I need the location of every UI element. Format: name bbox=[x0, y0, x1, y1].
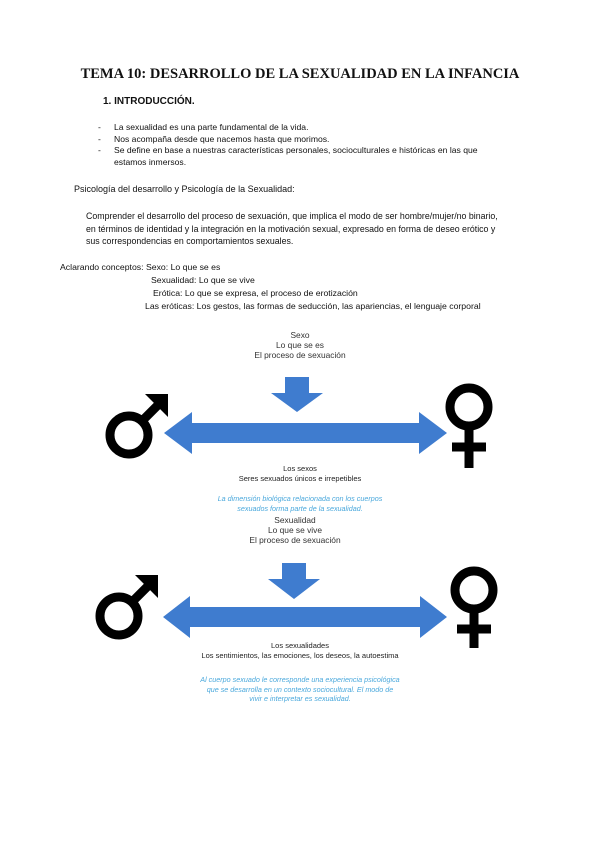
diagram1-note-line: La dimensión biológica relacionada con los cuerpos bbox=[217, 494, 383, 503]
diagram2-top-subtitle: Lo que se vive bbox=[267, 525, 322, 535]
list-item: - Nos acompaña desde que nacemos hasta que morimos. bbox=[98, 134, 494, 146]
list-item: - Se define en base a nuestras características personales, socioculturales e históricas en las que estamos inmersos. bbox=[98, 145, 494, 168]
paragraph: Comprender el desarrollo del proceso de sexuación, que implica el modo de ser hombre/mujer/no binario, en términos de identidad y la integración en la motivación sexual, expresado en forma de deseo erótico y sus correspondencias en comportamientos sexuales. bbox=[86, 211, 498, 247]
section-heading: 1. INTRODUCCIÓN. bbox=[103, 96, 195, 107]
diagram2-female-symbol-icon bbox=[455, 571, 493, 648]
diagram2-bottom-subtitle: Los sentimientos, las emociones, los deseos, la autoestima bbox=[201, 650, 399, 660]
diagram2-down-arrow-icon bbox=[268, 563, 320, 599]
diagram1-top-title: Sexo bbox=[290, 330, 310, 340]
document-title: TEMA 10: DESARROLLO DE LA SEXUALIDAD EN LA INFANCIA bbox=[80, 66, 520, 82]
diagram2-note-line: Al cuerpo sexuado le corresponde una experiencia psicológica bbox=[200, 675, 400, 684]
diagram1-down-arrow-icon bbox=[271, 377, 323, 412]
diagram2-male-symbol-icon bbox=[100, 575, 158, 635]
list-item: - La sexualidad es una parte fundamental de la vida. bbox=[98, 122, 494, 134]
diagram1-female-symbol-icon bbox=[450, 388, 488, 468]
diagram2-top-process: El proceso de sexuación bbox=[249, 535, 341, 545]
concept-line-4: Las eróticas: Los gestos, las formas de seducción, las apariencias, el lenguaje corporal bbox=[145, 301, 481, 311]
diagram1-double-arrow-icon bbox=[164, 412, 447, 454]
diagram2-footer bbox=[160, 641, 440, 660]
diagram2-bottom-title: Los sexualidades bbox=[271, 641, 329, 650]
concept-line-1: Aclarando conceptos: Sexo: Lo que se es bbox=[60, 262, 221, 272]
diagram1-bottom-title: Los sexos bbox=[283, 464, 317, 473]
concept-line-3: Erótica: Lo que se expresa, el proceso de erotización bbox=[153, 288, 358, 298]
diagram2-top-title: Sexualidad bbox=[274, 515, 316, 525]
diagram2-double-arrow-icon bbox=[163, 596, 447, 638]
diagram1-top-process: El proceso de sexuación bbox=[254, 350, 346, 360]
diagram1-footer bbox=[180, 464, 420, 483]
concept-line-2: Sexualidad: Lo que se vive bbox=[151, 275, 255, 285]
diagram1-top-subtitle: Lo que se es bbox=[276, 340, 324, 350]
diagram2-note-line: que se desarrolla en un contexto sociocultural. El modo de bbox=[206, 684, 394, 694]
diagram2-note-line: vivir e interpretar es sexualidad. bbox=[249, 694, 351, 703]
diagram1-note-line: sexuados forma parte de la sexualidad. bbox=[237, 503, 363, 513]
subheading: Psicología del desarrollo y Psicología de la Sexualidad: bbox=[74, 184, 295, 194]
diagram2-header bbox=[195, 515, 395, 545]
diagram1-male-symbol-icon bbox=[110, 394, 168, 454]
diagram2-note bbox=[170, 675, 430, 704]
diagram1-bottom-subtitle: Seres sexuados únicos e irrepetibles bbox=[238, 473, 362, 483]
diagram1-note bbox=[180, 494, 420, 513]
